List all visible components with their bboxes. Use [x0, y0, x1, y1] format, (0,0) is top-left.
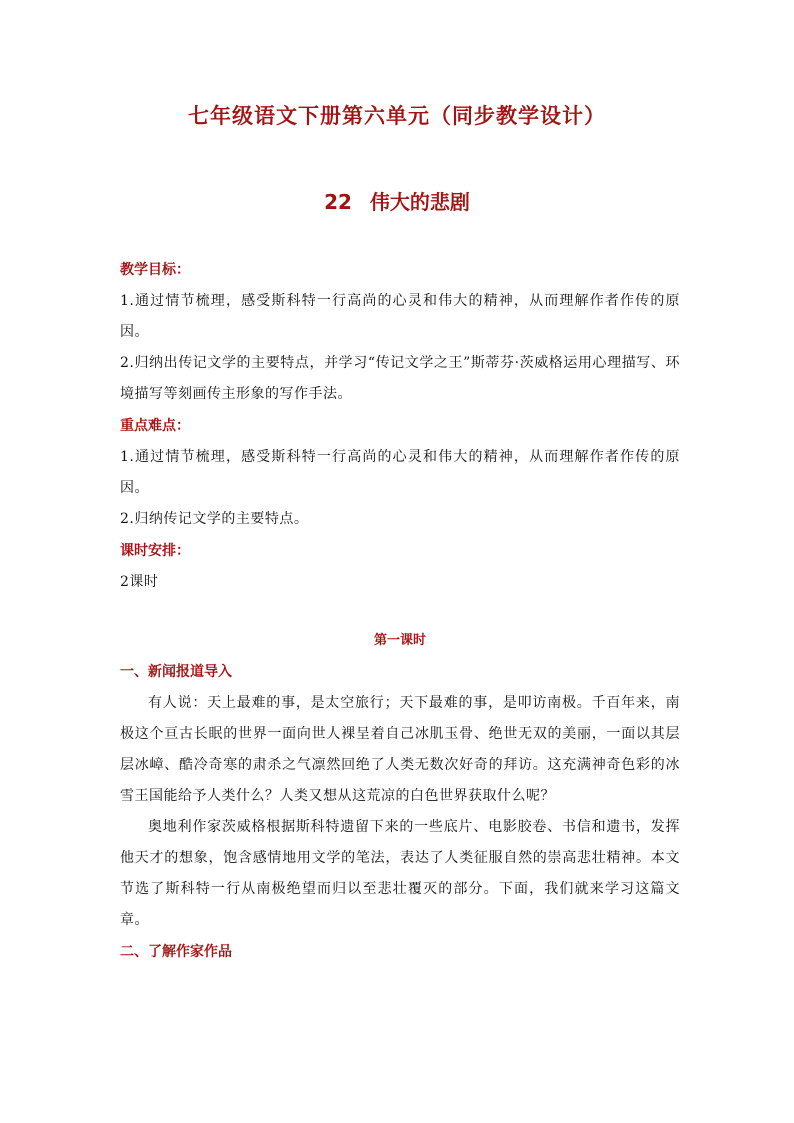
objective-item: 1.通过情节梳理，感受斯科特一行高尚的心灵和伟大的精神，从而理解作者作传的原因。: [120, 293, 680, 340]
document-title: 七年级语文下册第六单元（同步教学设计）: [188, 104, 606, 128]
intro-paragraph: 有人说：天上最难的事，是太空旅行；天下最难的事，是叩访南极。千百年来，南极这个亘古长眠的世界一面向世人裸呈着自己冰肌玉骨、绝世无双的美丽，一面以其层层冰嶂、酷冷奇寒的肃杀之气凛然回绝了人类无数次好奇的拜访。这充满神奇色彩的冰雪王国能给予人类什么？人类又想从这荒凉的白色世界获取什么呢？: [120, 695, 680, 804]
lesson-number: 22: [324, 190, 352, 214]
section-heading-intro: 一、新闻报道导入: [120, 664, 232, 680]
lesson-one-title: 第一课时: [373, 633, 426, 648]
key-point-item: 1.通过情节梳理，感受斯科特一行高尚的心灵和伟大的精神，从而理解作者作传的原因。: [120, 449, 680, 496]
section-heading-author: 二、了解作家作品: [120, 944, 232, 960]
intro-paragraph: 奥地利作家茨威格根据斯科特遗留下来的一些底片、电影胶卷、书信和遗书，发挥他天才的想象，饱含感情地用文学的笔法，表达了人类征服自然的崇高悲壮精神。本文节选了斯科特一行从南极绝望而归以至悲壮覆灭的部分。下面，我们就来学习这篇文章。: [120, 819, 680, 928]
objectives-heading: 教学目标：: [120, 262, 190, 278]
lesson-name: 伟大的悲剧: [369, 190, 470, 214]
key-point-item: 2.归纳传记文学的主要特点。: [120, 511, 309, 527]
key-points-heading: 重点难点：: [120, 418, 190, 434]
schedule-value: 2课时: [120, 574, 159, 590]
lesson-title: [0, 186, 794, 215]
objective-item: 2.归纳出传记文学的主要特点，并学习“传记文学之王”斯蒂芬·茨威格运用心理描写、环境描写等刻画传主形象的写作手法。: [120, 355, 680, 402]
document-body: [120, 254, 680, 968]
schedule-heading: 课时安排：: [120, 543, 190, 559]
